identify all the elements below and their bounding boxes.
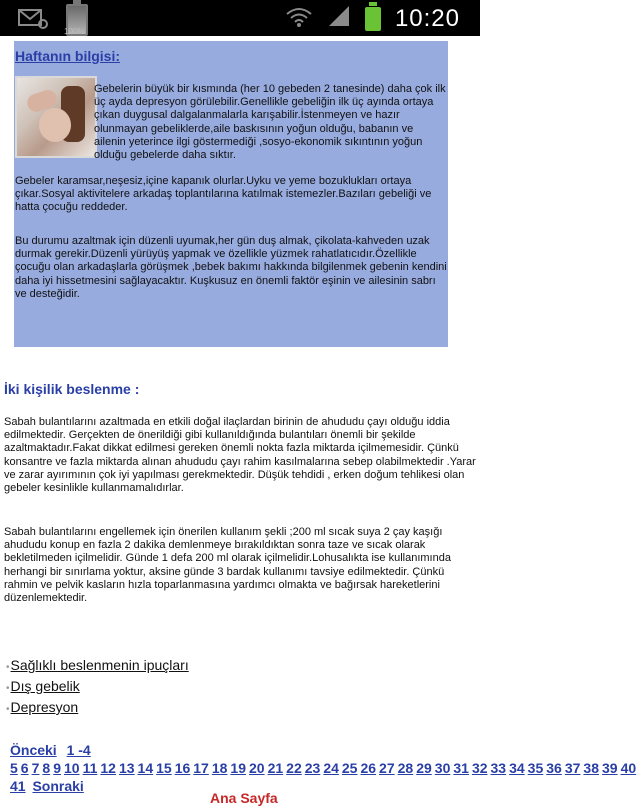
page-link[interactable]: 40 [620, 760, 637, 776]
link-healthy-nutrition[interactable]: Sağlıklı beslenmenin ipuçları [10, 657, 189, 673]
page-link[interactable]: 19 [230, 760, 246, 776]
link-depression[interactable]: Depresyon [10, 699, 79, 715]
wifi-icon [285, 4, 313, 33]
page-link[interactable]: 28 [397, 760, 414, 776]
prev-page-link[interactable]: Önceki [10, 742, 57, 758]
related-link-item [6, 698, 306, 719]
page-link[interactable]: 13 [118, 760, 135, 776]
page-link[interactable]: 34 [509, 760, 525, 776]
page-link[interactable]: 33 [490, 760, 507, 776]
pagination [10, 741, 637, 795]
related-link-item [6, 656, 306, 677]
page-link[interactable]: 32 [471, 760, 488, 776]
page-link[interactable]: 23 [304, 760, 321, 776]
page-link[interactable]: 8 [42, 760, 51, 776]
weekly-paragraph-1: Gebelerin büyük bir kısmında (her 10 gebeden 2 tanesinde) daha çok ilk üç ayda depresyon görülebilir.Genellikle gebeliğin ilk üç ayında ortaya çıkan duygusal dalgalanmalarla karışabilir.İstenmeyen ve hazır olunmayan gebeliklerde,aile baskısının yoğun olduğu, babanın ve ailenin yeterince ilgi göstermediği ,sosyo-ekonomik sıkıntının yoğun olduğu gebelerde daha sıktır. [94, 83, 446, 162]
page-link[interactable]: 21 [267, 760, 284, 776]
nutrition-title: İki kişilik beslenme : [4, 381, 140, 397]
page-link[interactable]: 37 [564, 760, 581, 776]
page-link[interactable]: 15 [156, 760, 172, 776]
status-bar [0, 0, 480, 36]
page-link[interactable]: 14 [137, 760, 154, 776]
related-links [6, 656, 306, 719]
page-link[interactable]: 39 [601, 760, 618, 776]
bullet-icon: • [6, 662, 10, 673]
page-link[interactable]: 7 [31, 760, 40, 776]
page-link-range-last[interactable]: 41 [10, 778, 26, 794]
page-link[interactable]: 26 [360, 760, 377, 776]
battery-icon [365, 7, 381, 31]
next-page-link[interactable]: Sonraki [32, 778, 84, 794]
page-links [10, 760, 639, 776]
page-link[interactable]: 31 [453, 760, 469, 776]
weekly-paragraph-3: Bu durumu azaltmak için düzenli uyumak,her gün duş almak, çikolata-kahveden uzak durmak gerekir.Düzenli yürüyüş yapmak ve özellikle yüzmek rahatlatıcıdır.Özellikle çocuğu olan arkadaşlarla görüşmek ,bebek bakımı hakkında bilgilenmek gebenin kendini daha iyi hissetmesini sağlayacaktır. Kuşkusuz en önemli faktör eşinin ve ailesinin sabrı ve desteğidir. [15, 235, 447, 300]
page-link[interactable]: 16 [174, 760, 191, 776]
battery-percentage: 100% [64, 27, 85, 36]
page-link[interactable]: 30 [434, 760, 451, 776]
page-link[interactable]: 22 [286, 760, 302, 776]
weekly-title[interactable]: Haftanın bilgisi: [15, 48, 120, 64]
page-link[interactable]: 35 [527, 760, 544, 776]
page-link-range-first[interactable]: 1 -4 [66, 742, 91, 758]
page-link[interactable]: 36 [546, 760, 562, 776]
page-link[interactable]: 5 [10, 760, 18, 776]
nutrition-paragraph-1: Sabah bulantılarını azaltmada en etkili doğal ilaçlardan birinin de ahududu çayı olduğu iddia edilmektedir. Gerçekten de önerildiği gibi kullanıldığında bulantıları önemli bir şekilde azaltmaktadır.Fakat dikkat edilmesi gereken önemli nokta fazla miktarda içilmemesidir. Çünkü konsantre ve fazla miktarda alınan ahududu çayı rahim kasılmalarına sebep olabilmektedir .Yarar ve zarar ayırımının çok iyi yapılması gerekmektedir. Düşük tehdidi , erken doğum tehlikesi olan gebeler kesinlikle kullanmamalıdırlar. [4, 416, 476, 495]
page-link[interactable]: 17 [193, 760, 209, 776]
mail-icon [18, 7, 48, 34]
page-link[interactable]: 12 [100, 760, 116, 776]
page-link[interactable]: 9 [53, 760, 61, 776]
bullet-icon: • [6, 704, 10, 715]
page-link[interactable]: 20 [249, 760, 265, 776]
nutrition-paragraph-2: Sabah bulantılarını engellemek için önerilen kullanım şekli ;200 ml sıcak suya 2 çay kaşığı ahududu konup en fazla 2 dakika demlenmeye bırakıldıktan sonra taze ve sıcak olarak bekletilmeden içilmelidir. Günde 1 defa 200 ml olarak içilmelidir.Lohusalıkta ise kullanımında herhangi bir sınırlama yoktur, aksine günde 3 bardak kullanımı tavsiye edilmektedir. Çünkü rahmin ve pelvik kasların hızla toparlanmasına yardımcı olmakta ve bağırsak hareketlerini düzenlemektedir. [4, 526, 451, 605]
page-link[interactable]: 18 [211, 760, 228, 776]
related-link-item [6, 677, 306, 698]
page-link[interactable]: 27 [379, 760, 395, 776]
signal-icon [327, 4, 351, 33]
page-link[interactable]: 24 [323, 760, 339, 776]
page-link[interactable]: 6 [20, 760, 29, 776]
page-link[interactable]: 29 [416, 760, 432, 776]
page-link[interactable]: 11 [82, 760, 98, 776]
clock: 10:20 [394, 4, 460, 32]
link-ectopic-pregnancy[interactable]: Dış gebelik [10, 678, 80, 694]
page-link[interactable]: 38 [583, 760, 599, 776]
bullet-icon: • [6, 683, 10, 694]
battery-full-icon [66, 4, 88, 36]
depressed-woman-photo [15, 76, 97, 158]
home-link[interactable]: Ana Sayfa [210, 790, 278, 806]
page-link[interactable]: 25 [341, 760, 358, 776]
weekly-paragraph-2: Gebeler karamsar,neşesiz,içine kapanık olurlar.Uyku ve yeme bozuklukları ortaya çıkar.Sosyal aktivitelere arkadaş toplantılarına katılmak istemezler.Bazıları gebeliği ve hatta çocuğu reddeder. [15, 175, 432, 214]
weekly-info-box [14, 41, 448, 347]
page-link[interactable]: 10 [63, 760, 80, 776]
